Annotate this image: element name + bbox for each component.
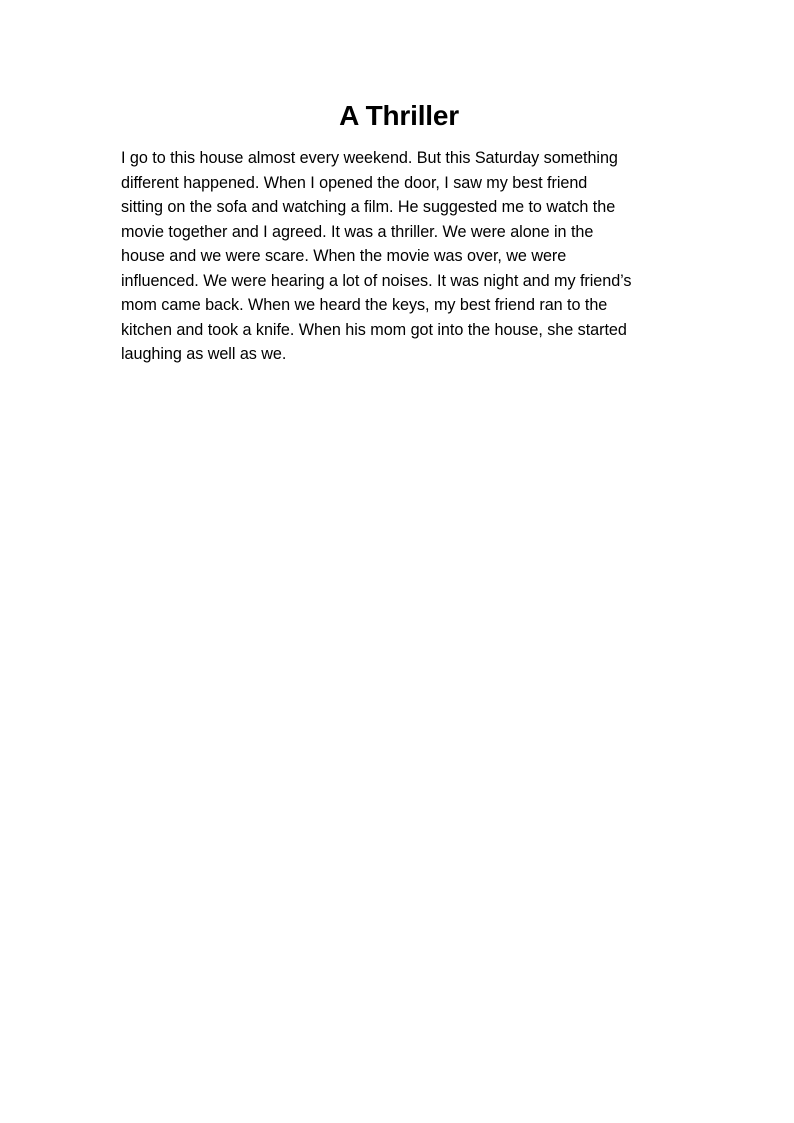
body-line: different happened. When I opened the door, I saw my best friend xyxy=(121,173,588,192)
body-line: laughing as well as we. xyxy=(121,345,287,363)
document-body-paragraph xyxy=(121,146,677,367)
document-content xyxy=(121,96,677,367)
document-title: A Thriller xyxy=(339,100,459,131)
body-line: I go to this house almost every weekend. But this Saturday something xyxy=(121,149,618,167)
body-line: house and we were scare. When the movie was over, we were xyxy=(121,247,567,265)
body-line: influenced. We were hearing a lot of noises. It was night and my friend’s xyxy=(121,271,632,290)
body-line: mom came back. When we heard the keys, my best friend ran to the xyxy=(121,296,608,314)
body-line: kitchen and took a knife. When his mom got into the house, she started xyxy=(121,320,627,339)
body-line: movie together and I agreed. It was a thriller. We were alone in the xyxy=(121,222,594,241)
body-line: sitting on the sofa and watching a film. He suggested me to watch the xyxy=(121,198,616,216)
